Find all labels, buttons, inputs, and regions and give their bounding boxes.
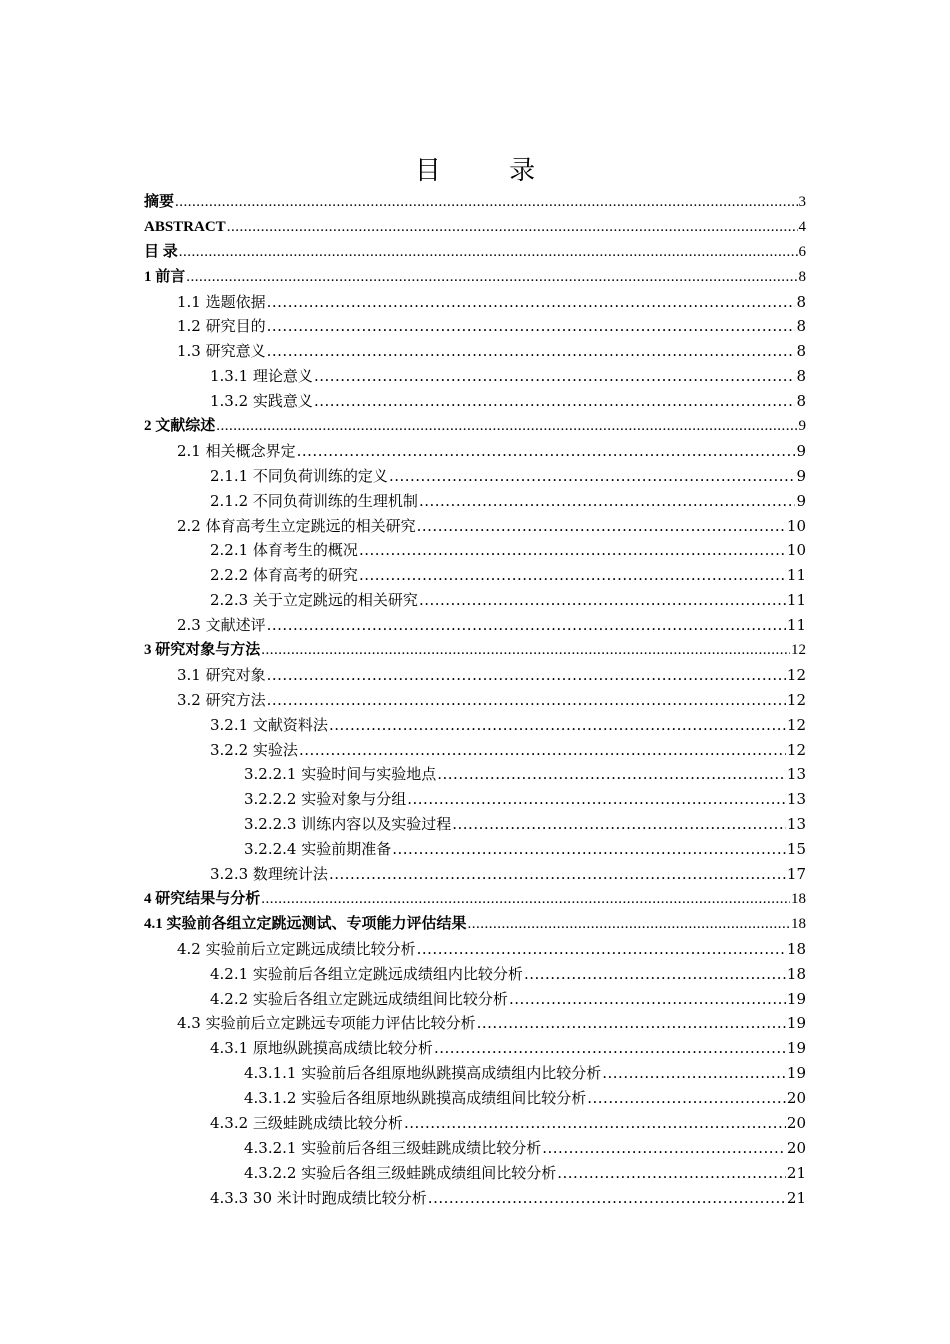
toc-entry-page: 13: [786, 790, 806, 809]
toc-entry-page: 9: [796, 441, 806, 460]
toc-leader-dots: [404, 1111, 786, 1136]
toc-leader-dots: [602, 1061, 786, 1086]
toc-entry[interactable]: [144, 937, 806, 962]
toc-entry[interactable]: [144, 613, 806, 638]
toc-entry-label: 1.1 选题依据: [177, 292, 266, 311]
toc-leader-dots: [297, 439, 796, 464]
toc-entry-page: 11: [786, 591, 806, 610]
toc-entry[interactable]: [144, 912, 806, 937]
toc-leader-dots: [452, 812, 786, 837]
toc-entry[interactable]: [144, 713, 806, 738]
toc-entry-page: 18: [786, 964, 806, 983]
toc-entry-page: 10: [786, 541, 806, 560]
toc-entry[interactable]: [144, 489, 806, 514]
toc-leader-dots: [437, 762, 786, 787]
toc-leader-dots: [186, 265, 797, 290]
toc-leader-dots: [175, 190, 797, 215]
toc-entry-label: 3.2.3 数理统计法: [210, 865, 328, 884]
toc-entry-page: 19: [786, 1014, 806, 1033]
toc-entry[interactable]: [144, 1036, 806, 1061]
toc-leader-dots: [417, 937, 786, 962]
toc-entry-page: 13: [786, 815, 806, 834]
toc-entry-page: 9: [798, 418, 806, 435]
toc-leader-dots: [477, 1011, 786, 1036]
toc-entry[interactable]: [144, 812, 806, 837]
toc-entry-page: 19: [786, 1039, 806, 1058]
toc-entry[interactable]: [144, 364, 806, 389]
toc-leader-dots: [389, 464, 796, 489]
toc-entry[interactable]: [144, 638, 806, 663]
toc-entry-label: 4.3 实验前后立定跳远专项能力评估比较分析: [177, 1014, 476, 1033]
toc-entry-label: 4.3.3 30 米计时跑成绩比较分析: [210, 1188, 427, 1207]
toc-entry[interactable]: [144, 1161, 806, 1186]
toc-leader-dots: [299, 738, 786, 763]
toc-entry[interactable]: [144, 464, 806, 489]
page-title: 目 录: [414, 156, 566, 186]
toc-entry-label: 4 研究结果与分析: [144, 890, 261, 907]
toc-entry[interactable]: [144, 962, 806, 987]
toc-entry-page: 21: [786, 1188, 806, 1207]
toc-leader-dots: [417, 514, 786, 539]
toc-entry-page: 17: [786, 865, 806, 884]
toc-leader-dots: [267, 613, 786, 638]
toc-entry[interactable]: [144, 688, 806, 713]
toc-entry-page: 15: [786, 840, 806, 859]
toc-entry-label: 4.3.1 原地纵跳摸高成绩比较分析: [210, 1039, 433, 1058]
toc-leader-dots: [359, 563, 786, 588]
toc-entry-page: 8: [796, 367, 806, 386]
toc-entry-label: 3.2.1 文献资料法: [210, 715, 328, 734]
toc-leader-dots: [524, 962, 786, 987]
toc-entry-page: 6: [798, 243, 806, 260]
toc-leader-dots: [434, 1036, 786, 1061]
toc-entry[interactable]: [144, 663, 806, 688]
toc-entry-label: 3.2.2.4 实验前期准备: [244, 840, 392, 859]
toc-entry[interactable]: [144, 215, 806, 240]
toc-entry-label: 4.3.2.1 实验前后各组三级蛙跳成绩比较分析: [244, 1138, 542, 1157]
toc-entry-label: 4.2 实验前后立定跳远成绩比较分析: [177, 939, 416, 958]
toc-entry-label: 4.3.1.1 实验前后各组原地纵跳摸高成绩组内比较分析: [244, 1064, 602, 1083]
toc-leader-dots: [216, 414, 797, 439]
toc-entry-page: 12: [786, 715, 806, 734]
toc-entry-page: 9: [796, 466, 806, 485]
toc-entry-page: 12: [786, 740, 806, 759]
toc-entry-page: 4: [798, 218, 806, 235]
toc-leader-dots: [261, 887, 790, 912]
toc-leader-dots: [419, 489, 796, 514]
toc-entry[interactable]: [144, 588, 806, 613]
toc-entry[interactable]: [144, 1136, 806, 1161]
toc-entry[interactable]: [144, 190, 806, 215]
toc-entry-page: 12: [786, 665, 806, 684]
toc-entry-page: 19: [786, 989, 806, 1008]
toc-entry-page: 20: [786, 1089, 806, 1108]
toc-entry-label: 2.2.3 关于立定跳远的相关研究: [210, 591, 418, 610]
toc-leader-dots: [267, 339, 796, 364]
toc-entry-page: 12: [791, 642, 806, 659]
toc-entry-label: 摘要: [144, 194, 175, 210]
toc-leader-dots: [267, 314, 796, 339]
toc-entry-label: 2.1 相关概念界定: [177, 441, 296, 460]
toc-leader-dots: [267, 290, 796, 315]
toc-entry[interactable]: [144, 514, 806, 539]
toc-entry[interactable]: [144, 538, 806, 563]
toc-entry-label: 3.1 研究对象: [177, 665, 266, 684]
toc-entry-page: 8: [796, 317, 806, 336]
toc-entry-label: 4.3.2 三级蛙跳成绩比较分析: [210, 1113, 403, 1132]
toc-entry[interactable]: [144, 887, 806, 912]
toc-entry-label: 2.2 体育高考生立定跳远的相关研究: [177, 516, 416, 535]
toc-entry-label: 1.2 研究目的: [177, 317, 266, 336]
toc-leader-dots: [179, 240, 798, 265]
toc-entry[interactable]: [144, 290, 806, 315]
toc-leader-dots: [314, 364, 796, 389]
toc-entry-page: 11: [786, 566, 806, 585]
toc-leader-dots: [392, 837, 786, 862]
toc-entry[interactable]: [144, 1011, 806, 1036]
toc-entry-page: 18: [791, 890, 806, 907]
toc-entry[interactable]: [144, 339, 806, 364]
toc-leader-dots: [407, 787, 786, 812]
toc-entry[interactable]: [144, 837, 806, 862]
toc-entry[interactable]: [144, 787, 806, 812]
toc-entry-label: 2 文献综述: [144, 418, 216, 435]
toc-entry-page: 9: [796, 491, 806, 510]
toc-entry-label: 4.3.1.2 实验后各组原地纵跳摸高成绩组间比较分析: [244, 1089, 587, 1108]
toc-entry-label: 2.3 文献述评: [177, 616, 266, 635]
toc-entry[interactable]: [144, 862, 806, 887]
toc-entry-label: 3.2.2 实验法: [210, 740, 298, 759]
toc-entry-page: 8: [796, 392, 806, 411]
toc-entry-label: 3.2.2.2 实验对象与分组: [244, 790, 407, 809]
toc-entry-page: 18: [791, 915, 806, 932]
toc-entry[interactable]: [144, 987, 806, 1012]
toc-entry-label: 2.2.2 体育高考的研究: [210, 566, 358, 585]
toc-entry-label: 1.3.2 实践意义: [210, 392, 313, 411]
toc-entry-label: 3 研究对象与方法: [144, 642, 261, 659]
toc-entry-label: 4.3.2.2 实验后各组三级蛙跳成绩组间比较分析: [244, 1163, 557, 1182]
toc-entry[interactable]: [144, 762, 806, 787]
toc-entry-label: 目 录: [144, 243, 178, 260]
toc-entry-label: 2.1.2 不同负荷训练的生理机制: [210, 491, 418, 510]
toc-leader-dots: [359, 538, 786, 563]
toc-leader-dots: [419, 588, 786, 613]
toc-entry-page: 8: [798, 268, 806, 285]
toc-entry-label: 2.2.1 体育考生的概况: [210, 541, 358, 560]
toc-entry-page: 19: [786, 1064, 806, 1083]
toc-entry-label: 4.2.1 实验前后各组立定跳远成绩组内比较分析: [210, 964, 523, 983]
toc-entry-page: 12: [786, 690, 806, 709]
toc-leader-dots: [468, 912, 790, 937]
toc-leader-dots: [261, 638, 790, 663]
toc-entry[interactable]: [144, 1186, 806, 1211]
toc-entry-page: 10: [786, 516, 806, 535]
toc-entry[interactable]: [144, 1061, 806, 1086]
toc-entry-page: 11: [786, 616, 806, 635]
toc-entry[interactable]: [144, 1086, 806, 1111]
toc-entry-label: 3.2.2.1 实验时间与实验地点: [244, 765, 437, 784]
toc-leader-dots: [557, 1161, 786, 1186]
toc-entry[interactable]: [144, 1111, 806, 1136]
toc-leader-dots: [314, 389, 796, 414]
toc-leader-dots: [227, 215, 798, 240]
toc-entry-label: 2.1.1 不同负荷训练的定义: [210, 466, 388, 485]
toc-entry-page: 20: [786, 1113, 806, 1132]
toc-entry-label: 1.3 研究意义: [177, 342, 266, 361]
toc-leader-dots: [542, 1136, 786, 1161]
toc-leader-dots: [329, 713, 786, 738]
toc-leader-dots: [428, 1186, 786, 1211]
toc-leader-dots: [267, 688, 786, 713]
toc-entry-page: 13: [786, 765, 806, 784]
toc-entry-page: 8: [796, 292, 806, 311]
toc-entry[interactable]: [144, 265, 806, 290]
toc-entry[interactable]: [144, 240, 806, 265]
toc-entry[interactable]: [144, 389, 806, 414]
toc-leader-dots: [267, 663, 786, 688]
toc-entry[interactable]: [144, 314, 806, 339]
toc-entry-page: 18: [786, 939, 806, 958]
toc-entry-label: 1.3.1 理论意义: [210, 367, 313, 386]
table-of-contents: [144, 190, 806, 1211]
toc-entry[interactable]: [144, 563, 806, 588]
toc-entry-label: 3.2 研究方法: [177, 690, 266, 709]
toc-leader-dots: [587, 1086, 786, 1111]
toc-entry-label: 4.1 实验前各组立定跳远测试、专项能力评估结果: [144, 915, 467, 932]
toc-entry-page: 21: [786, 1163, 806, 1182]
toc-entry-page: 20: [786, 1138, 806, 1157]
toc-entry-label: ABSTRACT: [144, 218, 226, 235]
toc-entry[interactable]: [144, 738, 806, 763]
toc-entry[interactable]: [144, 439, 806, 464]
toc-entry-label: 3.2.2.3 训练内容以及实验过程: [244, 815, 452, 834]
toc-entry-page: 8: [796, 342, 806, 361]
toc-entry[interactable]: [144, 414, 806, 439]
toc-entry-label: 4.2.2 实验后各组立定跳远成绩组间比较分析: [210, 989, 508, 1008]
toc-entry-label: 1 前言: [144, 268, 186, 285]
toc-leader-dots: [509, 987, 786, 1012]
toc-leader-dots: [329, 862, 786, 887]
toc-entry-page: 3: [798, 194, 806, 210]
